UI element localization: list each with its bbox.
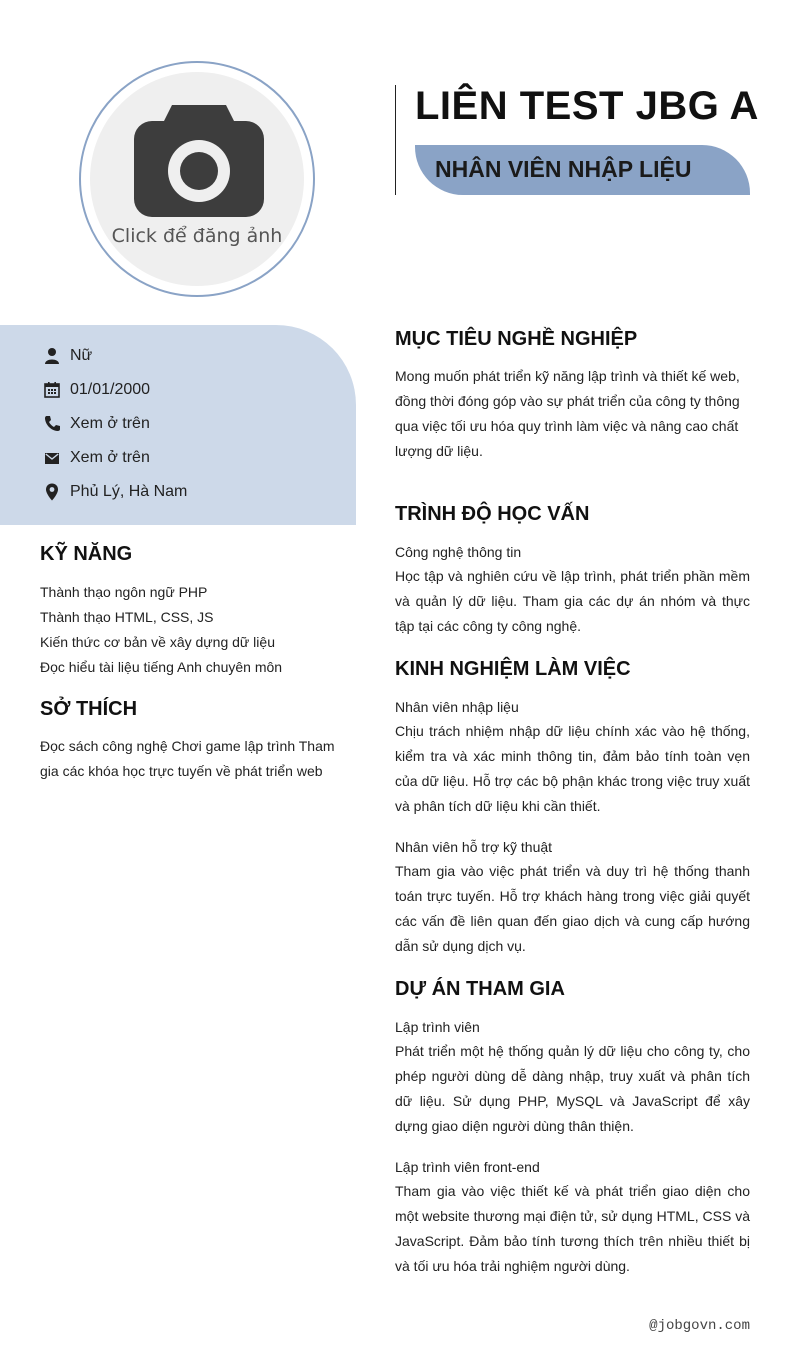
education-heading: TRÌNH ĐỘ HỌC VẤN xyxy=(395,503,590,525)
experience-heading: KINH NGHIỆM LÀM VIỆC xyxy=(395,658,631,680)
phone-icon xyxy=(42,414,62,434)
birthday-text: 01/01/2000 xyxy=(70,381,151,398)
hobbies-text: Đọc sách công nghệ Chơi game lập trình Tham gia các khóa học trực tuyến về phát triển web xyxy=(40,738,335,779)
contact-panel xyxy=(0,325,356,525)
email-text: Xem ở trên xyxy=(70,449,150,466)
candidate-name: LIÊN TEST JBG A xyxy=(415,84,759,128)
avatar-placeholder[interactable] xyxy=(90,72,304,286)
phone-text: Xem ở trên xyxy=(70,415,150,432)
contact-gender xyxy=(42,344,92,368)
footer-watermark: @jobgovn.com xyxy=(649,1318,750,1334)
photo-caption: Click để đăng ảnh xyxy=(111,225,283,247)
projects-heading: DỰ ÁN THAM GIA xyxy=(395,978,565,1000)
experience-title: Nhân viên hỗ trợ kỹ thuật xyxy=(395,839,553,855)
skill-item: Thành thạo HTML, CSS, JS xyxy=(40,609,214,625)
contact-email xyxy=(42,446,150,470)
location-pin-icon xyxy=(42,482,62,502)
job-title-badge: NHÂN VIÊN NHẬP LIỆU xyxy=(415,145,750,195)
calendar-icon xyxy=(42,380,62,400)
education-text: Học tập và nghiên cứu về lập trình, phát triển phần mềm và quản lý dữ liệu. Tham gia các dự án nhóm và thực tập tại các công ty công nghệ. xyxy=(395,568,750,634)
contact-address xyxy=(42,480,187,504)
mail-icon xyxy=(42,448,62,468)
gender-text: Nữ xyxy=(70,347,93,364)
experience-text: Chịu trách nhiệm nhập dữ liệu chính xác vào hệ thống, kiểm tra và xác minh thông tin, đảm bảo tính toàn vẹn của dữ liệu. Hỗ trợ các bộ phận khác trong việc truy xuất và phân tích dữ liệu khi cần thiết. xyxy=(395,723,750,814)
hobbies-heading: SỞ THÍCH xyxy=(40,698,138,720)
skill-item: Đọc hiểu tài liệu tiếng Anh chuyên môn xyxy=(40,659,283,675)
experience-text: Tham gia vào việc phát triển và duy trì hệ thống thanh toán trực tuyến. Hỗ trợ khách hàng trong việc giải quyết các vấn đề liên quan đến giao dịch và cung cấp hướng dẫn sử dụng dịch vụ. xyxy=(395,863,750,954)
contact-birthday xyxy=(42,378,150,402)
person-icon xyxy=(42,346,62,366)
skill-item: Thành thạo ngôn ngữ PHP xyxy=(40,584,208,600)
project-text: Phát triển một hệ thống quản lý dữ liệu cho công ty, cho phép người dùng dễ dàng nhập, truy xuất và phân tích dữ liệu. Sử dụng PHP, MySQL và JavaScript để xây dựng giao diện người dùng thân thiện. xyxy=(395,1043,750,1134)
experience-title: Nhân viên nhập liệu xyxy=(395,699,519,715)
project-text: Tham gia vào việc thiết kế và phát triển giao diện cho một website thương mại điện tử, sử dụng HTML, CSS và JavaScript. Đảm bảo tính tương thích trên nhiều thiết bị và tối ưu hóa trải nghiệm người dùng. xyxy=(395,1183,750,1274)
education-title: Công nghệ thông tin xyxy=(395,544,522,560)
objective-heading: MỤC TIÊU NGHỀ NGHIỆP xyxy=(395,328,638,350)
project-title: Lập trình viên xyxy=(395,1019,480,1035)
avatar-upload[interactable] xyxy=(79,61,315,297)
objective-text: Mong muốn phát triển kỹ năng lập trình và thiết kế web, đồng thời đóng góp vào sự phát triển của công ty thông qua việc tối ưu hóa quy trình làm việc và nâng cao chất lượng dữ liệu. xyxy=(395,368,740,459)
contact-phone xyxy=(42,412,150,436)
skill-item: Kiến thức cơ bản về xây dựng dữ liệu xyxy=(40,634,275,650)
skills-heading: KỸ NĂNG xyxy=(40,543,133,565)
header-divider xyxy=(395,85,396,195)
project-title: Lập trình viên front-end xyxy=(395,1159,540,1175)
camera-icon xyxy=(134,105,264,217)
address-text: Phủ Lý, Hà Nam xyxy=(70,483,188,500)
